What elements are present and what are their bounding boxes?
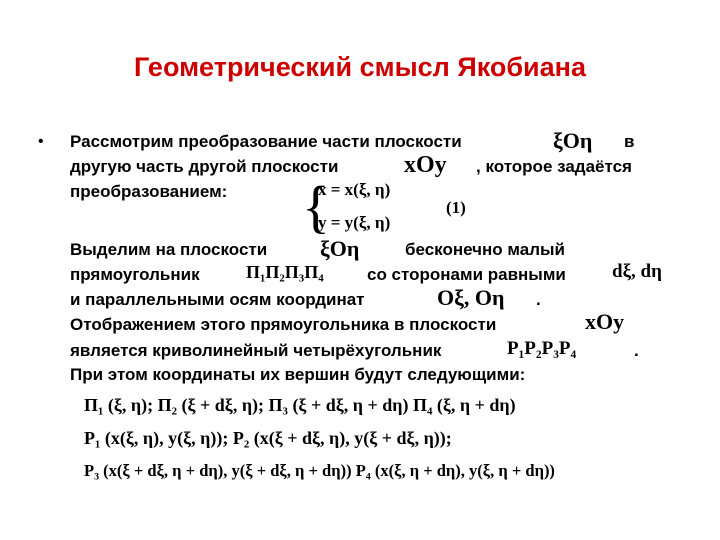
math-system-eq2: y = y(ξ, η) — [318, 213, 391, 232]
text-line-7: Отображением этого прямоугольника в плоскости — [70, 315, 497, 334]
math-vertices-p34: P₃ (x(ξ + dξ, η + dη), y(ξ + dξ, η + dη)) P₄ (x(ξ, η + dη), y(ξ, η + dη)) — [84, 461, 555, 480]
text-line-6a: и параллельными осям координат — [70, 290, 365, 309]
math-sides: dξ, dη — [612, 261, 662, 282]
math-quad-p: P₁P₂P₃P₄ — [507, 338, 577, 359]
text-line-4b: бесконечно малый — [405, 240, 565, 259]
equation-number: (1) — [446, 198, 466, 217]
text-line-2b: , которое задаётся — [476, 157, 632, 176]
text-line-4a: Выделим на плоскости — [70, 240, 268, 259]
math-plane-xoy: xOy — [404, 152, 447, 178]
system-brace-icon: { — [302, 174, 330, 239]
math-plane-xi-eta-2: ξOη — [320, 236, 360, 261]
text-line-8b: . — [634, 341, 639, 360]
text-line-8a: является криволинейный четырёхугольник — [70, 341, 442, 360]
slide-title: Геометрический смысл Якобиана — [134, 52, 586, 82]
text-line-1b: в — [624, 132, 635, 151]
math-rect-pi: Π₁Π₂Π₃Π₄ — [246, 262, 324, 282]
bullet-point: • — [38, 133, 44, 150]
text-line-5b: со сторонами равными — [367, 265, 566, 284]
text-line-3: преобразованием: — [70, 182, 228, 201]
math-plane-xoy-2: xOy — [585, 309, 625, 334]
text-line-5a: прямоугольник — [70, 265, 200, 284]
text-line-1a: Рассмотрим преобразование части плоскости — [70, 132, 462, 151]
math-vertices-p12: P₁ (x(ξ, η), y(ξ, η)); P₂ (x(ξ + dξ, η), y(ξ + dξ, η)); — [84, 428, 452, 448]
math-vertices-pi: Π₁ (ξ, η); Π₂ (ξ + dξ, η); Π₃ (ξ + dξ, η + dη) Π₄ (ξ, η + dη) — [84, 395, 516, 415]
math-system-eq1: x = x(ξ, η) — [318, 180, 391, 199]
math-axes: Oξ, Oη — [437, 285, 505, 310]
math-plane-xi-eta: ξOη — [553, 128, 593, 153]
text-line-2a: другую часть другой плоскости — [70, 157, 339, 176]
text-line-6b: . — [536, 290, 541, 309]
text-line-9: При этом координаты их вершин будут следующими: — [70, 365, 526, 384]
